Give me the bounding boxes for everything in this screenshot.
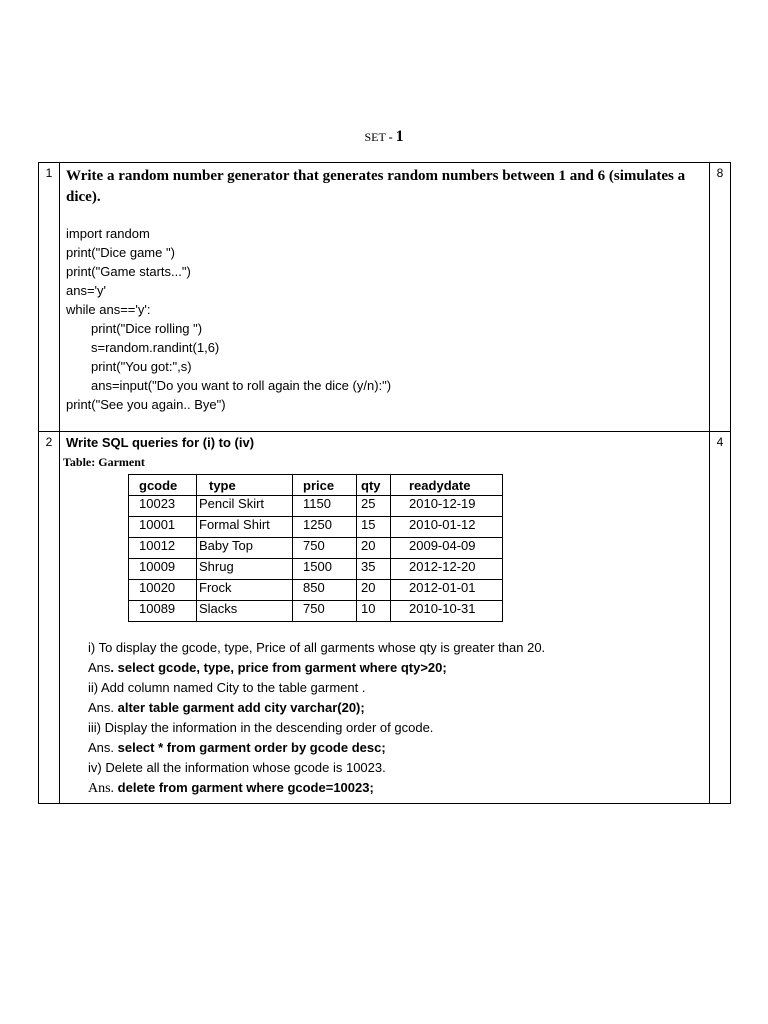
question-table	[38, 162, 731, 804]
table-cell: 10089	[129, 601, 197, 622]
table-cell: 750	[293, 601, 357, 622]
set-label: SET	[364, 130, 386, 144]
question-title: Write a random number generator that generates random numbers between 1 and 6 (simulates a dice).	[66, 168, 686, 205]
table-cell: 25	[357, 496, 391, 517]
code-block	[66, 224, 704, 414]
sub-question: i) To display the gcode, type, Price of all garments whose qty is greater than 20.	[88, 640, 546, 655]
column-header: qty	[357, 475, 391, 496]
questions-answers	[88, 638, 704, 799]
table-label: Table: Garment	[63, 455, 145, 469]
answer	[88, 778, 704, 799]
table-cell: 10020	[129, 580, 197, 601]
table-cell: 2009-04-09	[391, 538, 503, 559]
code-line: print("Dice game ")	[66, 245, 175, 260]
table-cell: 15	[357, 517, 391, 538]
question-body	[60, 163, 710, 432]
garment-table	[128, 474, 503, 622]
table-cell: Formal Shirt	[197, 517, 293, 538]
code-line: s=random.randint(1,6)	[91, 340, 220, 355]
table-cell: Shrug	[197, 559, 293, 580]
question-body	[60, 432, 710, 804]
table-cell: 2010-01-12	[391, 517, 503, 538]
answer	[88, 738, 704, 758]
answer-text: delete from garment where gcode=10023;	[114, 780, 374, 795]
table-cell: 10012	[129, 538, 197, 559]
table-cell: 10001	[129, 517, 197, 538]
question-number: 1	[39, 163, 60, 432]
table-cell: 10009	[129, 559, 197, 580]
table-cell: 20	[357, 580, 391, 601]
answer-label: Ans	[88, 660, 111, 675]
answer-label: Ans.	[88, 781, 115, 796]
table-row	[129, 496, 503, 517]
table-cell: 1250	[293, 517, 357, 538]
table-cell: 1500	[293, 559, 357, 580]
question-marks: 8	[710, 163, 731, 432]
table-cell: 10	[357, 601, 391, 622]
table-cell: 35	[357, 559, 391, 580]
sub-question: iv) Delete all the information whose gcode is 10023.	[88, 760, 386, 775]
table-cell: Baby Top	[197, 538, 293, 559]
column-header: type	[197, 475, 293, 496]
table-cell: 2012-12-20	[391, 559, 503, 580]
question-row-1	[39, 163, 731, 432]
set-number: 1	[395, 128, 404, 145]
table-cell: Frock	[197, 580, 293, 601]
table-row	[129, 559, 503, 580]
table-row	[129, 517, 503, 538]
table-cell: 2012-01-01	[391, 580, 503, 601]
code-line: print("See you again.. Bye")	[66, 397, 226, 412]
answer	[88, 698, 704, 718]
table-cell: 20	[357, 538, 391, 559]
answer-label: Ans.	[88, 700, 115, 715]
table-row	[129, 601, 503, 622]
code-line: print("Dice rolling ")	[91, 321, 203, 336]
code-line: ans=input("Do you want to roll again the dice (y/n):")	[91, 378, 392, 393]
code-line: print("You got:",s)	[91, 359, 192, 374]
set-separator: -	[388, 130, 393, 144]
table-cell: 2010-12-19	[391, 496, 503, 517]
code-line: ans='y'	[66, 283, 107, 298]
column-header: gcode	[129, 475, 197, 496]
question-marks: 4	[710, 432, 731, 804]
code-line: import random	[66, 226, 150, 241]
question-title: Write SQL queries for (i) to (iv)	[66, 435, 255, 450]
code-line: while ans=='y':	[66, 302, 151, 317]
sub-question: ii) Add column named City to the table garment .	[88, 680, 366, 695]
answer-text: select * from garment order by gcode desc;	[114, 740, 386, 755]
column-header: readydate	[391, 475, 503, 496]
answer	[88, 658, 704, 678]
table-cell: 10023	[129, 496, 197, 517]
table-cell: Slacks	[197, 601, 293, 622]
answer-label: Ans.	[88, 740, 115, 755]
set-header	[0, 128, 768, 146]
table-cell: 750	[293, 538, 357, 559]
code-line: print("Game starts...")	[66, 264, 191, 279]
answer-text: . select gcode, type, price from garment where qty>20;	[110, 660, 447, 675]
question-row-2	[39, 432, 731, 804]
column-header: price	[293, 475, 357, 496]
answer-text: alter table garment add city varchar(20);	[114, 700, 365, 715]
table-cell: 2010-10-31	[391, 601, 503, 622]
table-cell: 850	[293, 580, 357, 601]
sub-question: iii) Display the information in the descending order of gcode.	[88, 720, 434, 735]
table-row	[129, 580, 503, 601]
question-number: 2	[39, 432, 60, 804]
table-cell: 1150	[293, 496, 357, 517]
table-row	[129, 538, 503, 559]
table-cell: Pencil Skirt	[197, 496, 293, 517]
table-header-row	[129, 475, 503, 496]
